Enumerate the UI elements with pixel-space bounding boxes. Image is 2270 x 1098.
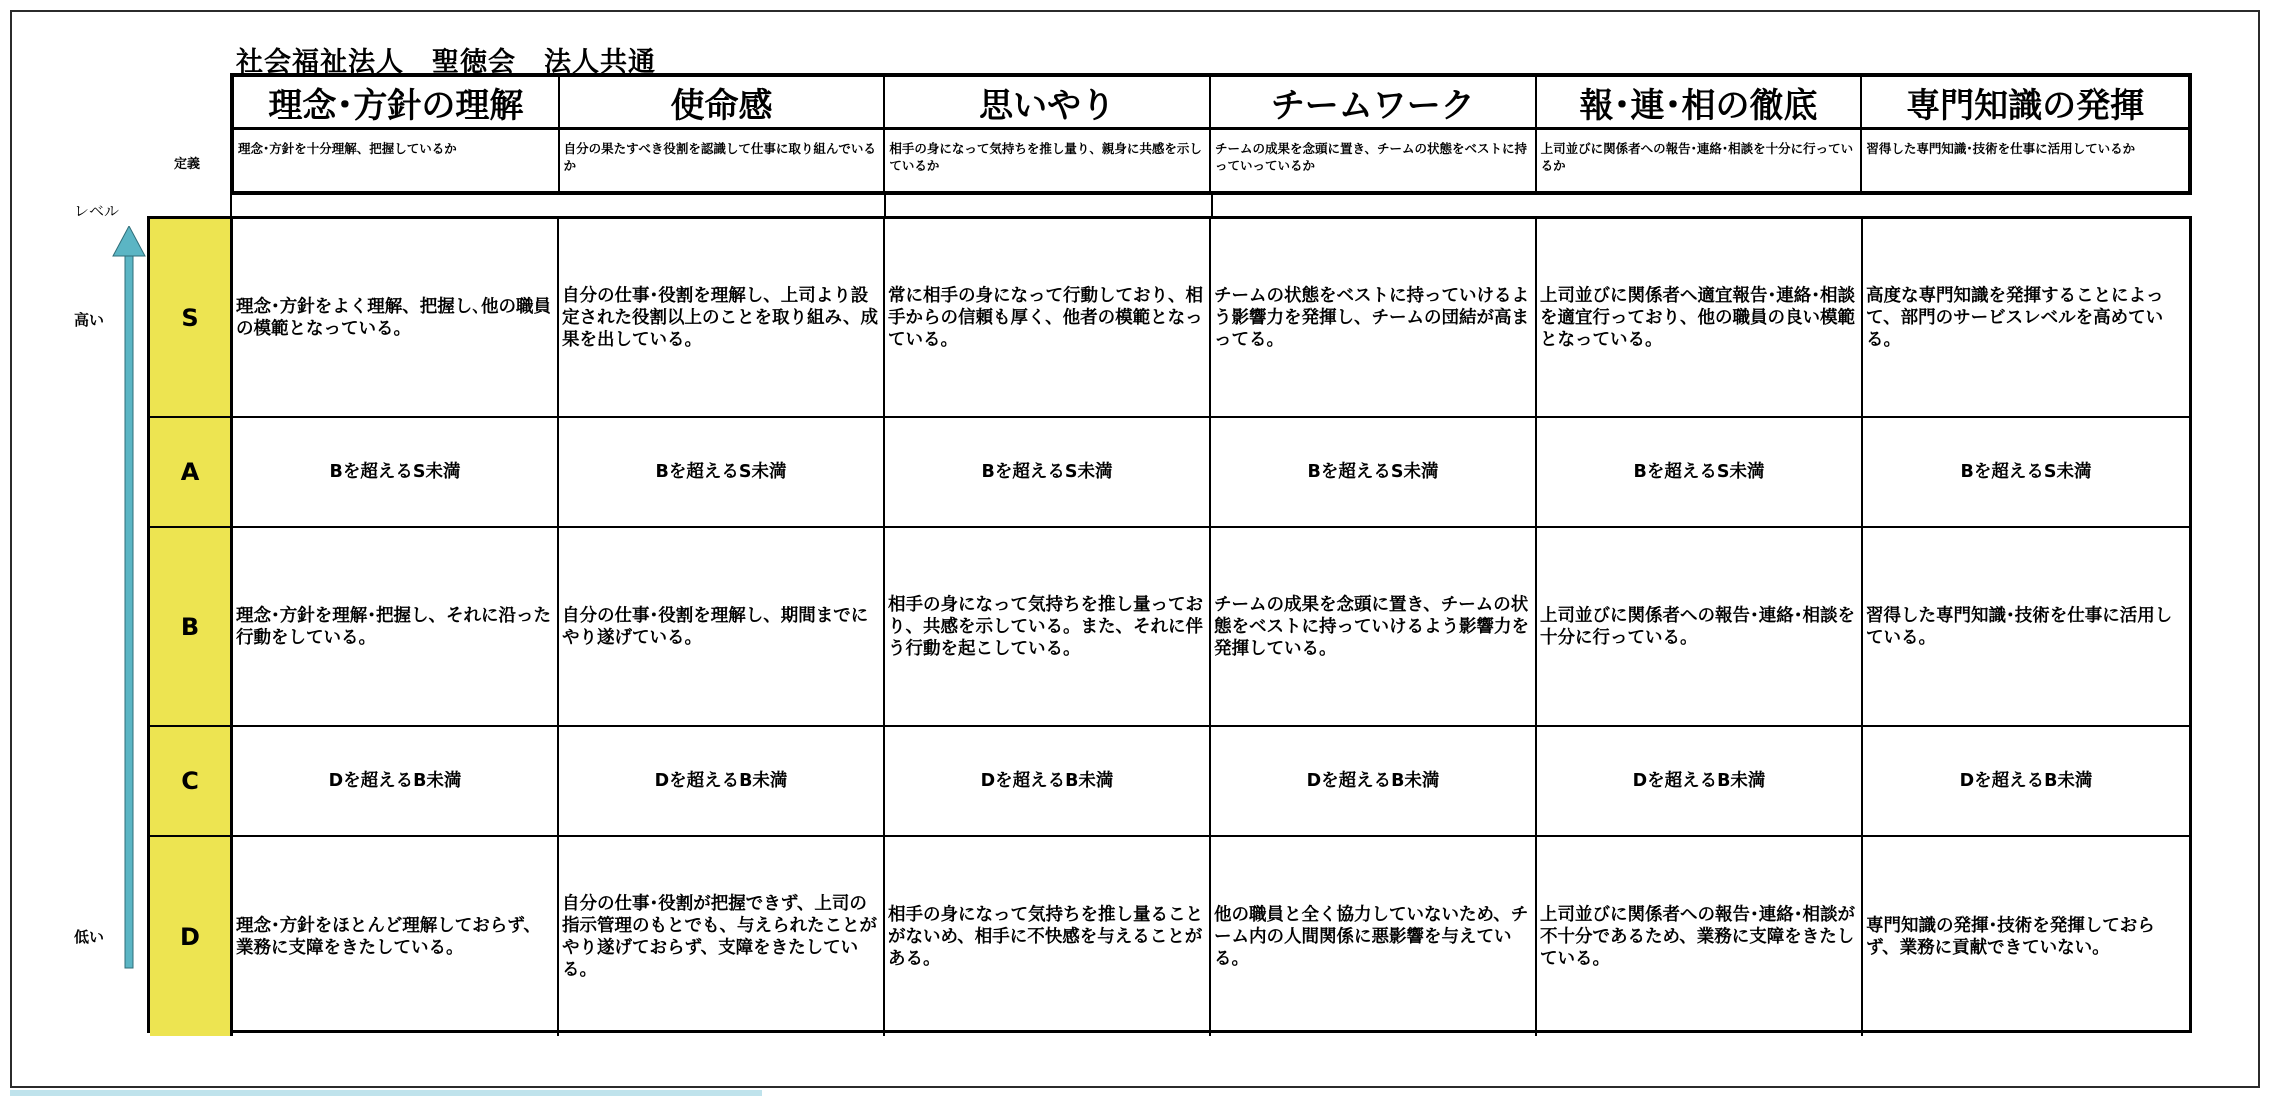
evaluation-grid <box>147 216 2192 1033</box>
column-definition: 理念･方針を十分理解、把握しているか <box>234 130 560 191</box>
criteria-cell: 上司並びに関係者へ適宜報告･連絡･相談を適宜行っており、他の職員の良い模範となっている。 <box>1537 219 1863 418</box>
column-definition: 習得した専門知識･技術を仕事に活用しているか <box>1866 141 2136 156</box>
column-title: 専門知識の発揮 <box>1862 77 2188 130</box>
criteria-cell: 他の職員と全く協力していないため、チーム内の人間関係に悪影響を与えている。 <box>1211 837 1537 1036</box>
spacer-line <box>230 195 232 216</box>
level-cell-b: B <box>150 528 233 727</box>
column-title: チームワーク <box>1211 77 1537 130</box>
criteria-cell: 上司並びに関係者への報告･連絡･相談が不十分であるため、業務に支障をきたしている。 <box>1537 837 1863 1036</box>
criteria-cell: Bを超えるS未満 <box>885 418 1211 528</box>
definition-row-label: 定義 <box>174 157 201 172</box>
criteria-cell: 自分の仕事･役割が把握できず、上司の指示管理のもとでも、与えられたことがやり遂げておらず、支障をきたしている。 <box>559 837 885 1036</box>
criteria-cell: Bを超えるS未満 <box>559 418 885 528</box>
criteria-cell: 相手の身になって気持ちを推し量っており、共感を示している。また、それに伴う行動を起こしている。 <box>885 528 1211 727</box>
level-arrow-icon <box>108 226 150 970</box>
level-cell-s: S <box>150 219 233 418</box>
bottom-accent-bar <box>10 1090 762 1096</box>
criteria-cell: Dを超えるB未満 <box>233 727 559 837</box>
criteria-header-table <box>230 73 2192 195</box>
low-label: 低い <box>74 928 105 946</box>
organization-title: 社会福祉法人 聖徳会 法人共通 <box>236 47 656 78</box>
column-definition: チームの成果を念頭に置き、チームの状態をベストに持っていっているか <box>1211 130 1537 191</box>
criteria-cell: 高度な専門知識を発揮することによって、部門のサービスレベルを高めている。 <box>1863 219 2189 418</box>
criteria-cell: 常に相手の身になって行動しており、相手からの信頼も厚く、他者の模範となっている。 <box>885 219 1211 418</box>
criteria-cell: 上司並びに関係者への報告･連絡･相談を十分に行っている。 <box>1537 528 1863 727</box>
column-definition: 相手の身になって気持ちを推し量り、親身に共感を示しているか <box>885 130 1211 191</box>
criteria-cell: Dを超えるB未満 <box>885 727 1211 837</box>
criteria-cell: Dを超えるB未満 <box>559 727 885 837</box>
column-definition: 上司並びに関係者への報告･連絡･相談を十分に行っているか <box>1537 130 1863 191</box>
level-cell-c: C <box>150 727 233 837</box>
criteria-cell: 自分の仕事･役割を理解し、期間までにやり遂げている。 <box>559 528 885 727</box>
column-title: 思いやり <box>885 77 1211 130</box>
level-axis-label: レベル <box>74 202 120 220</box>
criteria-cell: Bを超えるS未満 <box>1863 418 2189 528</box>
level-cell-d: D <box>150 837 233 1036</box>
criteria-cell: Bを超えるS未満 <box>233 418 559 528</box>
level-cell-a: A <box>150 418 233 528</box>
criteria-cell: 習得した専門知識･技術を仕事に活用している。 <box>1863 528 2189 727</box>
criteria-cell: Dを超えるB未満 <box>1537 727 1863 837</box>
criteria-cell: 理念･方針をよく理解、把握し､他の職員の模範となっている。 <box>233 219 559 418</box>
criteria-cell: 専門知識の発揮･技術を発揮しておらず、業務に貢献できていない。 <box>1866 915 2155 958</box>
criteria-cell: Dを超えるB未満 <box>1863 727 2189 837</box>
column-title: 理念･方針の理解 <box>234 77 560 130</box>
criteria-cell: Bを超えるS未満 <box>1211 418 1537 528</box>
column-definition: 自分の果たすべき役割を認識して仕事に取り組んでいるか <box>560 130 886 191</box>
high-label: 高い <box>74 311 105 329</box>
criteria-cell: チームの成果を念頭に置き、チームの状態をベストに持っていけるよう影響力を発揮している。 <box>1211 528 1537 727</box>
criteria-cell: 自分の仕事･役割を理解し、上司より設定された役割以上のことを取り組み、成果を出している。 <box>559 219 885 418</box>
criteria-cell: Dを超えるB未満 <box>1211 727 1537 837</box>
column-title: 使命感 <box>560 77 886 130</box>
column-title: 報･連･相の徹底 <box>1537 77 1863 130</box>
criteria-cell: チームの状態をベストに持っていけるよう影響力を発揮し、チームの団結が高まってる。 <box>1211 219 1537 418</box>
spacer-line <box>1211 195 1213 216</box>
criteria-cell: 理念･方針を理解･把握し、それに沿った行動をしている。 <box>233 528 559 727</box>
criteria-cell: 相手の身になって気持ちを推し量ることがないめ、相手に不快感を与えることがある。 <box>885 837 1211 1036</box>
criteria-cell: Bを超えるS未満 <box>1537 418 1863 528</box>
criteria-cell: 理念･方針をほとんど理解しておらず、業務に支障をきたしている。 <box>233 837 559 1036</box>
spacer-line <box>884 195 886 216</box>
